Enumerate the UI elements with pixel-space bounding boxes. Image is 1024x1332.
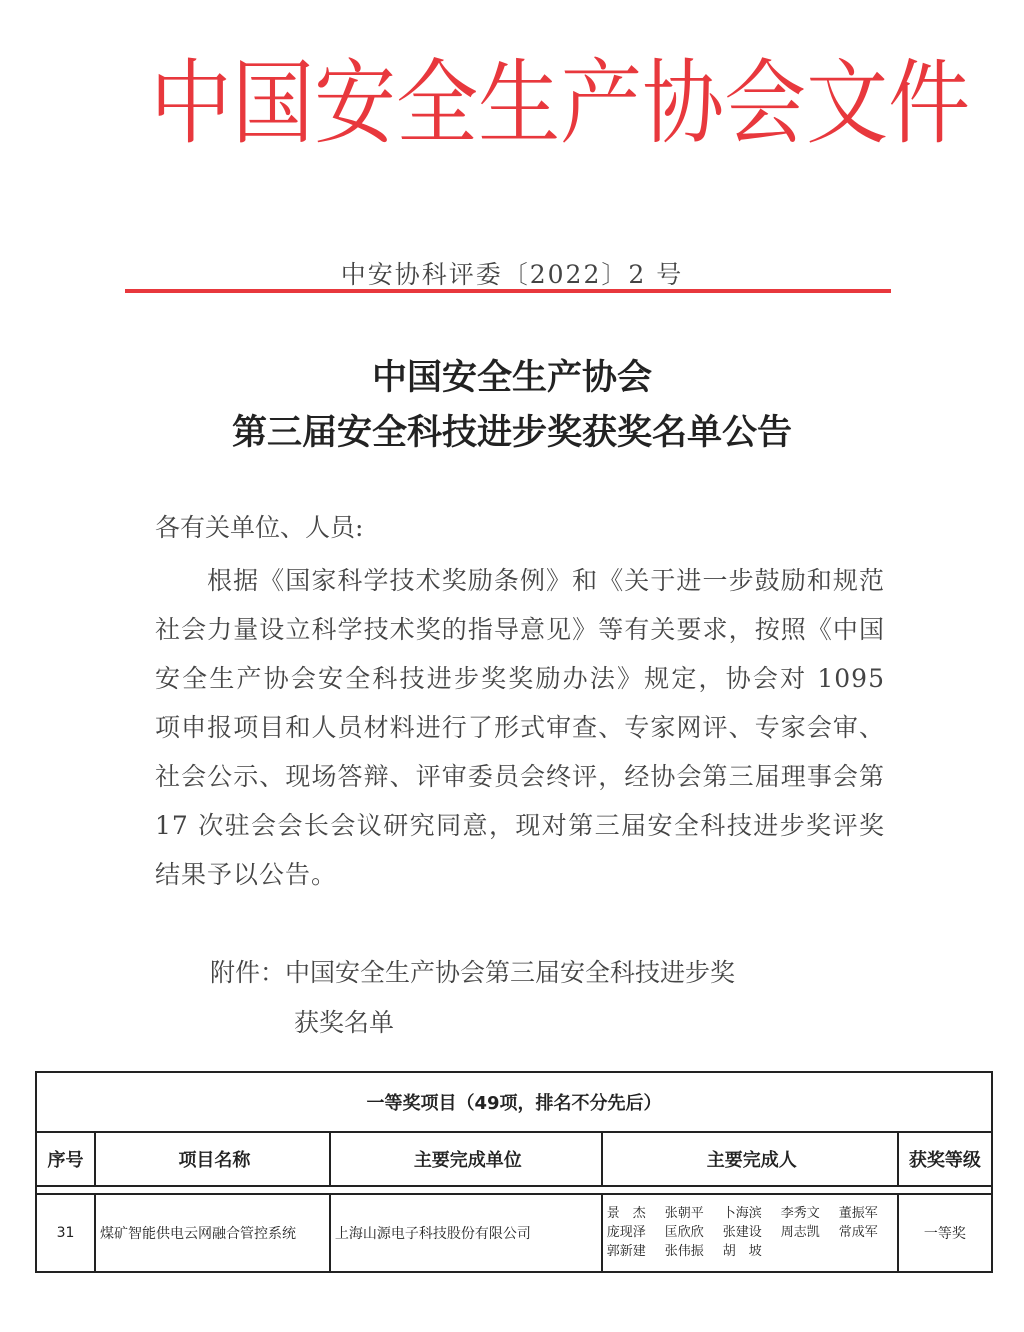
person-name: 张建设 (722, 1225, 762, 1240)
masthead-char: 协 (642, 51, 725, 158)
person-name: 常成军 (838, 1225, 878, 1240)
cell-people (602, 1194, 898, 1272)
attachment-note (210, 948, 735, 1048)
masthead-char: 安 (314, 51, 397, 158)
header-level: 获奖等级 (898, 1132, 992, 1186)
person-name: 周志凯 (780, 1225, 820, 1240)
person-name: 董振军 (838, 1206, 878, 1221)
masthead (150, 43, 971, 166)
cell-unit: 上海山源电子科技股份有限公司 (330, 1194, 602, 1272)
person-name: 景 杰 (606, 1206, 646, 1221)
person-name: 卜海滨 (722, 1206, 762, 1221)
person-name: 张朝平 (664, 1206, 704, 1221)
document-number: 中安协科评委〔2022〕2 号 (340, 260, 684, 289)
person-name: 张伟振 (664, 1244, 704, 1259)
masthead-char: 产 (560, 51, 643, 158)
header-people: 主要完成人 (602, 1132, 898, 1186)
person-name: 胡 坡 (722, 1244, 762, 1259)
person-name: 李秀文 (780, 1206, 820, 1221)
red-divider (125, 289, 891, 293)
person-name: 匡欣欣 (664, 1225, 704, 1240)
masthead-char: 件 (888, 51, 971, 158)
table-row (36, 1194, 992, 1272)
row-gap (36, 1186, 992, 1194)
person-name: 庞现泽 (606, 1225, 646, 1240)
table-caption: 一等奖项目（49项，排名不分先后） (36, 1072, 992, 1132)
title-line-1: 中国安全生产协会 (371, 358, 652, 398)
attachment-line-2: 获奖名单 (294, 1008, 395, 1037)
cell-no: 31 (36, 1194, 95, 1272)
attachment-line-1: 附件：中国安全生产协会第三届安全科技进步奖 (210, 958, 736, 987)
header-unit: 主要完成单位 (330, 1132, 602, 1186)
header-no: 序号 (36, 1132, 95, 1186)
cell-level: 一等奖 (898, 1194, 992, 1272)
masthead-char: 全 (396, 51, 479, 158)
person-name: 郭新建 (606, 1244, 646, 1259)
body-paragraph: 根据《国家科学技术奖励条例》和《关于进一步鼓励和规范社会力量设立科学技术奖的指导意见》等有关要求，按照《中国安全生产协会安全科技进步奖奖励办法》规定，协会对 1095 项申报项目和人员材料进行了形式审查、专家网评、专家会审、社会公示、现场答辩、评审委员会终评，经协会第三届理事会第 17 次驻会会长会议研究同意，现对第三届安全科技进步奖评奖结果予以公告。 (155, 566, 885, 889)
masthead-char: 国 (232, 51, 315, 158)
masthead-char: 生 (478, 51, 561, 158)
masthead-char: 中 (150, 51, 233, 158)
masthead-char: 会 (724, 51, 807, 158)
title-line-2: 第三届安全科技进步奖获奖名单公告 (231, 413, 792, 453)
cell-project-name: 煤矿智能供电云网融合管控系统 (95, 1194, 330, 1272)
award-table (35, 1071, 993, 1273)
masthead-char: 文 (806, 51, 889, 158)
salutation: 各有关单位、人员: (155, 513, 364, 542)
header-project-name: 项目名称 (95, 1132, 330, 1186)
